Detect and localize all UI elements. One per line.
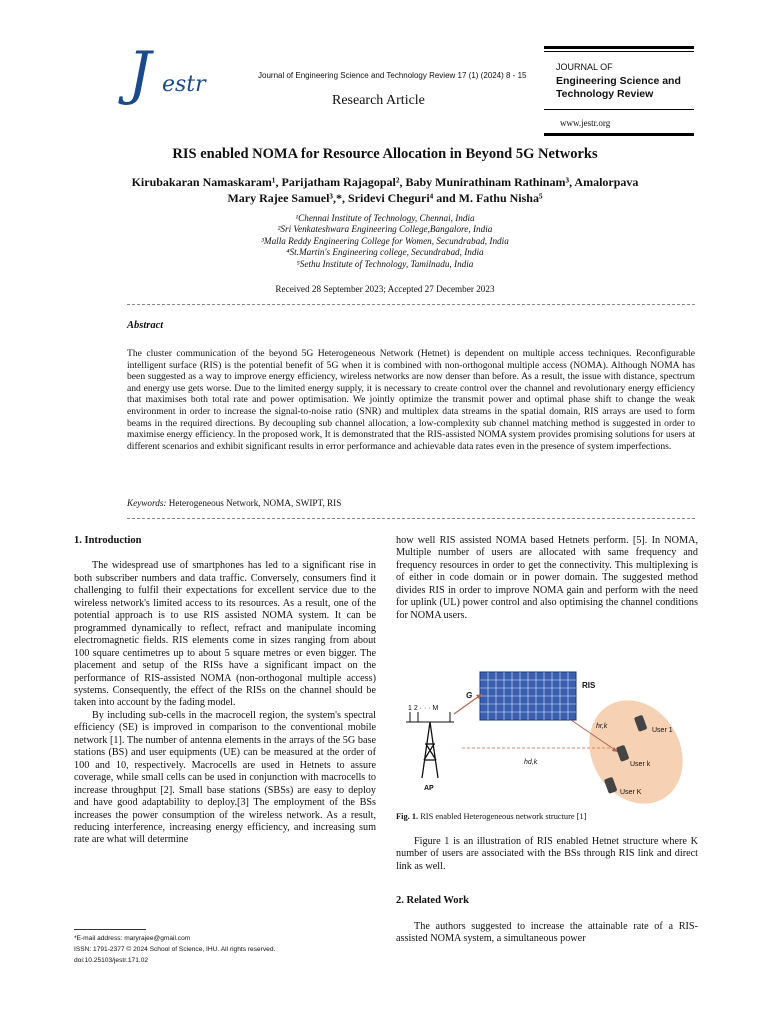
user-K-label: User K — [620, 789, 642, 796]
footnote-issn: ISSN: 1791-2377 © 2024 School of Science, IHU. All rights reserved. — [74, 946, 276, 953]
paper-title: RIS enabled NOMA for Resource Allocation in Beyond 5G Networks — [172, 146, 598, 162]
access-point-tower — [422, 722, 438, 778]
g-label: G — [466, 691, 473, 700]
abstract-heading: Abstract — [127, 320, 164, 331]
masthead-rule — [544, 133, 694, 136]
body-paragraph: The widespread use of smartphones has led to a significant rise in both subscriber numbers and data traffic. Conversely, consumers find it challenging to fulfil their expectations for excellent service due to the wireless network's limited access to its resources. As a result, one of the potential approach is to use RIS assisted NOMA system. It can be programmed dynamically to reflect, refract and manipulate incoming electromagnetic fields. RIS elements come in sizes ranging from about 100 square centimetres up to about 5 square metres or even bigger. The placement and setup of the RISs have a significant impact on the performance of RIS-assisted NOMA (non-orthogonal multiple access) systems. Consequently, the effect of the RISs on the channel should be taken into account by the fading model. — [74, 560, 376, 709]
journal-logo-text: estr — [162, 72, 206, 97]
user-k-label: User k — [630, 761, 651, 768]
masthead-journal-name: Engineering Science and Technology Review — [556, 75, 681, 100]
journal-logo-j: J — [128, 39, 152, 107]
body-paragraph: how well RIS assisted NOMA based Hetnets perform. [5]. In NOMA, Multiple number of users are allocated with same frequency and frequency resources in order to get the connectivity. This multiplexing is of either in code domain or in power domain. The suggested method divides RIS in order to improve NOMA gain and perform with the need for uplink (UL) power control and also optimising the channel conditions for NOMA users. — [396, 535, 698, 621]
masthead-journal-of: JOURNAL OF — [556, 62, 613, 72]
antenna-array — [406, 712, 454, 722]
affiliation: ¹Chennai Institute of Technology, Chennai, India — [295, 213, 475, 223]
user-cluster — [571, 683, 698, 804]
affiliation-list — [60, 213, 710, 270]
affiliation: ³Malla Reddy Engineering College for Women, Secundrabad, India — [261, 235, 509, 246]
user-1-label: User 1 — [652, 727, 673, 734]
body-paragraph: The authors suggested to increase the attainable rate of a RIS-assisted NOMA system, a simultaneous power — [396, 920, 698, 945]
article-type: Research Article — [332, 93, 425, 108]
antenna-label: 1 2 · · · M — [408, 705, 439, 712]
left-column — [74, 535, 376, 847]
affiliation: ⁵Sethu Institute of Technology, Tamilnadu, India — [296, 258, 474, 269]
ris-label: RIS — [582, 681, 596, 690]
figure-ris-hetnet — [396, 668, 698, 804]
right-column-top — [396, 535, 698, 622]
keywords — [127, 498, 341, 508]
affiliation: ⁴St.Martin's Engineering college, Secundrabad, India — [286, 247, 484, 258]
footnote-email: *E-mail address: maryrajee@gmail.com — [74, 935, 191, 942]
body-paragraph: Figure 1 is an illustration of RIS enabled Hetnet structure where K number of users are associated with the BSs through RIS link and direct link as well. — [396, 836, 698, 872]
footnote-doi: doi:10.25103/jestr.171.02 — [74, 957, 149, 964]
abstract-text: The cluster communication of the beyond 5G Heterogeneous Network (Hetnet) is dependent on multiple access techniques. Reconfigurable intelligent surface (RIS) is the potential benefit of 5G when it is combined with non-orthogonal multiple access (NOMA). Although NOMA has been suggested as a way to improve energy efficiency, wireless networks are now denser than before. As a result, the issue with distance, spectrum and energy use gets worse. Due to the limited energy supply, it is necessary to create control over the channel and revolutionary energy efficiency that maximises both total rate and power optimisation. We jointly optimize the transmit power and optimal phase shift to change the weak environment in order to increase the signal-to-noise ratio (SNR) and multiplex data streams in the spatial domain, RIS arrays are used to form beams in the required directions. By decoupling sub channel allocation, a low-complexity sub channel matching method is suggested in order to maximise energy efficiency. In the proposed work, It is demonstrated that the RIS-assisted NOMA system provides promising solutions for users at different scenarios and exhibit significant results in error performance and achievable data rates even in the presence of system imperfections. — [127, 348, 695, 452]
author-line: Mary Rajee Samuel³,*, Sridevi Cheguri⁴ and M. Fathu Nisha⁵ — [227, 191, 543, 205]
journal-website-link[interactable]: www.jestr.org — [560, 118, 611, 128]
section-heading-related-work: 2. Related Work — [396, 895, 470, 907]
masthead-rule — [544, 46, 694, 49]
ap-label: AP — [424, 785, 434, 792]
keywords-value: Heterogeneous Network, NOMA, SWIPT, RIS — [168, 498, 342, 508]
figure-caption-label: Fig. 1. — [396, 812, 419, 821]
divider — [127, 518, 695, 519]
author-list — [60, 174, 710, 206]
hdk-label: hd,k — [524, 759, 538, 766]
author-line: Kirubakaran Namaskaram¹, Parijatham Rajagopal², Baby Munirathinam Rathinam³, Amalorpava — [131, 175, 639, 189]
masthead-rule — [544, 51, 694, 52]
footnote-rule — [74, 929, 146, 930]
hrk-label: hr,k — [596, 723, 608, 730]
affiliation: ²Sri Venkateshwara Engineering College,Bangalore, India — [277, 224, 493, 235]
figure-caption — [396, 812, 587, 821]
masthead-rule — [544, 109, 694, 110]
journal-citation-line: Journal of Engineering Science and Technology Review 17 (1) (2024) 8 - 15 — [258, 71, 527, 80]
right-column-bottom — [396, 836, 698, 946]
body-paragraph: By including sub-cells in the macrocell region, the system's spectral efficiency (SE) is improved in comparison to the conventional mobile network [1]. The number of antenna elements in the arrays of the 5G base stations (BS) and user equipments (UE) can be measured at the order of 100 and 10, respectively. Macrocells are used in Hetnets to assure coverage, while small cells can be used in conjunction with macrocells to increase throughput [2]. Small base stations (SBSs) are easy to deploy and have good adaptability to deploy.[3] The employment of the BSs increases the power consumption of the wireless network. As a result, reducing interference, increasing energy efficiency, and increasing sum rate are what will determine — [74, 709, 376, 846]
section-heading-introduction: 1. Introduction — [74, 535, 142, 546]
divider — [127, 304, 695, 305]
received-dates: Received 28 September 2023; Accepted 27 December 2023 — [275, 284, 495, 294]
ris-panel — [480, 672, 576, 720]
keywords-label: Keywords: — [127, 498, 167, 508]
figure-caption-text: RIS enabled Heterogeneous network structure [1] — [418, 812, 587, 821]
